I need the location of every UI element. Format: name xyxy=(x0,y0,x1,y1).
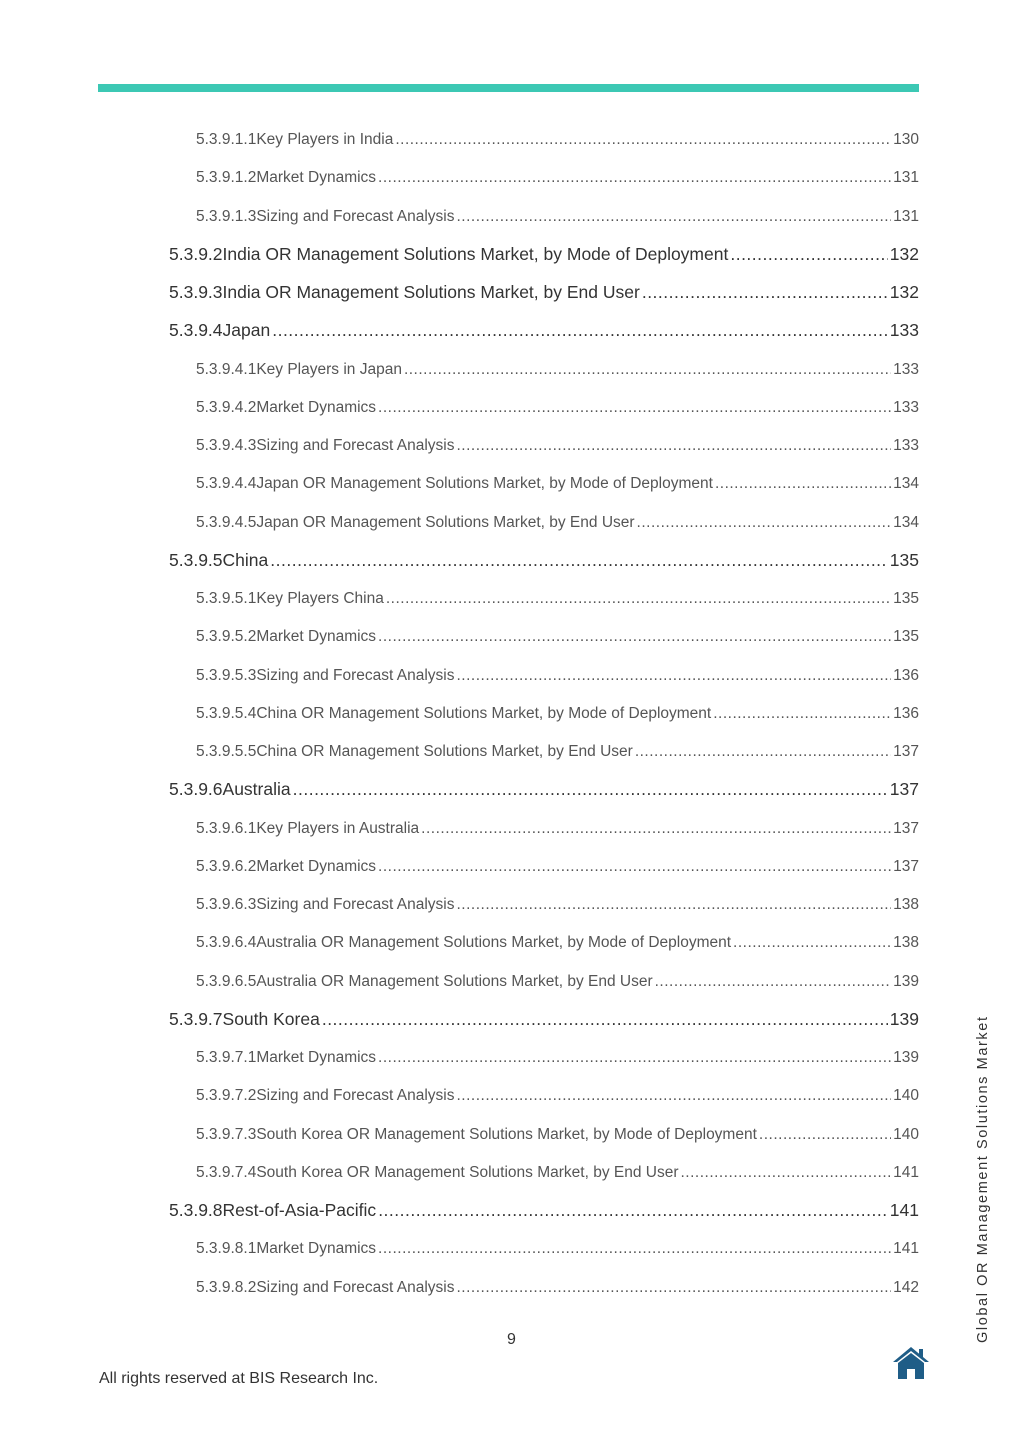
toc-dot-leader xyxy=(456,437,891,455)
toc-entry[interactable] xyxy=(196,858,919,876)
toc-entry-number: 5.3.9.1.2 xyxy=(196,169,257,187)
toc-dot-leader xyxy=(378,858,891,876)
toc-entry-title: Key Players in Japan xyxy=(256,360,402,378)
toc-entry-number: 5.3.9.7.2 xyxy=(196,1087,257,1105)
toc-entry-title: South Korea OR Management Solutions Market, by End User xyxy=(256,1163,679,1181)
toc-entry-number: 5.3.9.4.1 xyxy=(196,360,257,378)
toc-entry-title: Australia OR Management Solutions Market, by End User xyxy=(256,972,653,990)
toc-entry-title: Market Dynamics xyxy=(256,857,377,875)
toc-entry-title: Sizing and Forecast Analysis xyxy=(256,896,455,913)
toc-entry-number: 5.3.9.7.3 xyxy=(196,1125,257,1143)
toc-entry[interactable] xyxy=(196,1240,919,1258)
toc-dot-leader xyxy=(456,896,891,914)
toc-dot-leader xyxy=(730,244,887,265)
toc-dot-leader xyxy=(635,743,891,761)
toc-dot-leader xyxy=(456,1087,891,1105)
toc-entry[interactable] xyxy=(196,399,919,417)
toc-entry-title: Market Dynamics xyxy=(256,169,377,187)
toc-entry[interactable] xyxy=(196,934,919,952)
toc-entry[interactable] xyxy=(196,131,919,149)
toc-entry-title: Sizing and Forecast Analysis xyxy=(256,207,455,225)
toc-dot-leader xyxy=(655,973,892,991)
toc-entry-page: 133 xyxy=(889,320,919,341)
toc-entry-title: Key Players in Australia xyxy=(256,819,420,837)
page-number: 9 xyxy=(507,1331,516,1348)
toc-entry-page: 131 xyxy=(893,169,919,187)
toc-entry-number: 5.3.9.5.4 xyxy=(196,704,257,722)
toc-entry-number: 5.3.9.8.1 xyxy=(196,1240,257,1258)
toc-entry-title: India OR Management Solutions Market, by End User xyxy=(222,282,640,302)
toc-entry-page: 137 xyxy=(893,819,919,837)
toc-entry-title: Japan xyxy=(222,320,271,341)
toc-dot-leader xyxy=(378,628,891,646)
toc-entry[interactable] xyxy=(169,550,919,571)
toc-entry-title: Australia xyxy=(222,779,291,800)
toc-entry-page: 140 xyxy=(893,1087,919,1105)
toc-entry[interactable] xyxy=(196,743,919,761)
toc-entry[interactable] xyxy=(196,1126,919,1144)
toc-entry-page: 141 xyxy=(893,1240,919,1258)
toc-entry-number: 5.3.9.6.1 xyxy=(196,819,257,837)
toc-entry-number: 5.3.9.8 xyxy=(169,1200,223,1220)
toc-entry[interactable] xyxy=(196,1087,919,1105)
toc-dot-leader xyxy=(642,282,888,303)
toc-entry-page: 135 xyxy=(889,549,919,570)
toc-entry[interactable] xyxy=(196,169,919,187)
toc-entry-number: 5.3.9.6.3 xyxy=(196,896,257,913)
toc-dot-leader xyxy=(456,1279,891,1297)
toc-entry-number: 5.3.9.2 xyxy=(169,243,223,264)
toc-entry-number: 5.3.9.5.2 xyxy=(196,628,257,646)
toc-entry[interactable] xyxy=(169,282,919,303)
toc-dot-leader xyxy=(456,667,891,685)
toc-entry-page: 139 xyxy=(893,1049,919,1066)
toc-entry-title: China OR Management Solutions Market, by Mode of Deployment xyxy=(256,704,712,722)
toc-entry[interactable] xyxy=(169,1009,919,1030)
toc-entry-page: 133 xyxy=(893,360,919,378)
toc-entry-number: 5.3.9.5.5 xyxy=(196,743,257,760)
toc-dot-leader xyxy=(715,475,891,493)
toc-entry-title: China xyxy=(222,549,269,570)
toc-entry[interactable] xyxy=(169,320,919,341)
toc-entry[interactable] xyxy=(196,1049,919,1067)
toc-entry-number: 5.3.9.6 xyxy=(169,779,223,800)
toc-entry[interactable] xyxy=(196,208,919,226)
toc-entry[interactable] xyxy=(169,244,919,265)
toc-entry-title: Sizing and Forecast Analysis xyxy=(256,1278,455,1296)
toc-entry[interactable] xyxy=(196,820,919,838)
toc-entry-number: 5.3.9.4.2 xyxy=(196,398,257,416)
toc-dot-leader xyxy=(293,779,888,800)
toc-entry[interactable] xyxy=(196,1279,919,1297)
toc-entry-title: Sizing and Forecast Analysis xyxy=(256,666,455,684)
toc-entry-title: Market Dynamics xyxy=(256,1049,377,1066)
toc-entry[interactable] xyxy=(169,1200,919,1221)
toc-entry[interactable] xyxy=(196,667,919,685)
toc-entry-number: 5.3.9.3 xyxy=(169,282,223,302)
toc-dot-leader xyxy=(421,820,891,838)
toc-entry-page: 132 xyxy=(889,243,919,264)
toc-dot-leader xyxy=(378,399,891,417)
toc-entry-title: South Korea xyxy=(222,1008,320,1029)
toc-entry[interactable] xyxy=(196,437,919,455)
toc-entry-page: 134 xyxy=(893,513,919,531)
toc-entry-page: 131 xyxy=(893,207,919,225)
toc-dot-leader xyxy=(270,550,888,571)
toc-entry[interactable] xyxy=(196,1164,919,1182)
toc-entry-title: Australia OR Management Solutions Market, by Mode of Deployment xyxy=(256,934,732,952)
toc-entry-number: 5.3.9.4 xyxy=(169,320,223,341)
toc-entry-number: 5.3.9.6.4 xyxy=(196,934,257,952)
home-icon[interactable] xyxy=(892,1345,930,1381)
toc-entry[interactable] xyxy=(196,590,919,608)
toc-entry[interactable] xyxy=(196,705,919,723)
toc-entry-title: India OR Management Solutions Market, by Mode of Deployment xyxy=(222,243,729,264)
toc-entry-page: 133 xyxy=(893,398,919,416)
toc-entry-number: 5.3.9.7.4 xyxy=(196,1163,257,1181)
toc-entry-page: 137 xyxy=(889,779,919,800)
toc-entry-title: Key Players China xyxy=(256,590,384,607)
toc-entry-number: 5.3.9.7 xyxy=(169,1008,223,1029)
toc-dot-leader xyxy=(322,1009,888,1030)
toc-dot-leader xyxy=(456,208,891,226)
toc-dot-leader xyxy=(378,169,891,187)
toc-entry[interactable] xyxy=(196,973,919,991)
toc-entry-title: Market Dynamics xyxy=(256,398,377,416)
toc-entry-title: Japan OR Management Solutions Market, by End User xyxy=(256,513,635,531)
toc-entry-page: 139 xyxy=(893,972,919,990)
toc-entry-page: 140 xyxy=(893,1125,919,1143)
toc-entry-page: 138 xyxy=(893,934,919,952)
toc-entry-number: 5.3.9.4.4 xyxy=(196,475,257,493)
toc-entry-page: 132 xyxy=(889,282,919,302)
toc-entry[interactable] xyxy=(196,896,919,914)
toc-entry[interactable] xyxy=(196,475,919,493)
toc-entry-page: 139 xyxy=(889,1008,919,1029)
footer-copyright: All rights reserved at BIS Research Inc. xyxy=(99,1370,379,1387)
toc-entry-number: 5.3.9.1.3 xyxy=(196,207,257,225)
toc-entry-title: Sizing and Forecast Analysis xyxy=(256,437,455,454)
toc-dot-leader xyxy=(713,705,891,723)
toc-entry-number: 5.3.9.1.1 xyxy=(196,131,257,148)
toc-entry-title: Market Dynamics xyxy=(256,628,377,646)
toc-entry-page: 138 xyxy=(893,896,919,913)
toc-dot-leader xyxy=(386,590,891,608)
toc-dot-leader xyxy=(272,320,888,341)
toc-entry-title: Market Dynamics xyxy=(256,1240,377,1258)
toc-entry[interactable] xyxy=(196,361,919,379)
toc-entry-title: Japan OR Management Solutions Market, by Mode of Deployment xyxy=(256,475,713,493)
toc-entry-number: 5.3.9.8.2 xyxy=(196,1278,257,1296)
toc-entry-number: 5.3.9.7.1 xyxy=(196,1049,257,1066)
toc-entry-title: Rest-of-Asia-Pacific xyxy=(222,1200,377,1220)
toc-entry-page: 137 xyxy=(893,857,919,875)
toc-entry-page: 142 xyxy=(893,1278,919,1296)
toc-entry-title: Sizing and Forecast Analysis xyxy=(256,1087,455,1105)
toc-entry-page: 130 xyxy=(893,131,919,148)
toc-dot-leader xyxy=(637,514,892,532)
toc-dot-leader xyxy=(680,1164,891,1182)
toc-entry-page: 133 xyxy=(893,437,919,454)
toc-entry-number: 5.3.9.4.3 xyxy=(196,437,257,454)
vertical-report-title: Global OR Management Solutions Market xyxy=(975,1015,991,1343)
toc-dot-leader xyxy=(395,131,891,149)
toc-entry-title: South Korea OR Management Solutions Market, by Mode of Deployment xyxy=(256,1125,757,1143)
toc-entry[interactable] xyxy=(196,514,919,532)
toc-entry-page: 135 xyxy=(893,628,919,646)
toc-entry-page: 136 xyxy=(893,666,919,684)
toc-entry-number: 5.3.9.5 xyxy=(169,549,223,570)
toc-entry-page: 134 xyxy=(893,475,919,493)
toc-dot-leader xyxy=(378,1049,891,1067)
toc-entry-number: 5.3.9.6.2 xyxy=(196,857,257,875)
toc-entry-page: 136 xyxy=(893,704,919,722)
toc-dot-leader xyxy=(759,1126,891,1144)
toc-entry-page: 141 xyxy=(889,1200,919,1220)
toc-entry-title: China OR Management Solutions Market, by End User xyxy=(256,743,633,760)
toc-entry[interactable] xyxy=(169,779,919,800)
toc-entry-title: Key Players in India xyxy=(256,131,394,148)
toc-dot-leader xyxy=(378,1200,888,1221)
toc-entry-number: 5.3.9.5.3 xyxy=(196,666,257,684)
toc-dot-leader xyxy=(733,934,891,952)
toc-entry-page: 141 xyxy=(893,1163,919,1181)
toc-entry-number: 5.3.9.4.5 xyxy=(196,513,257,531)
toc-entry-page: 137 xyxy=(893,743,919,760)
toc-entry-number: 5.3.9.6.5 xyxy=(196,972,257,990)
toc-dot-leader xyxy=(404,361,891,379)
toc-entry[interactable] xyxy=(196,628,919,646)
toc-dot-leader xyxy=(378,1240,891,1258)
toc-entry-number: 5.3.9.5.1 xyxy=(196,590,257,607)
toc-entry-page: 135 xyxy=(893,590,919,607)
